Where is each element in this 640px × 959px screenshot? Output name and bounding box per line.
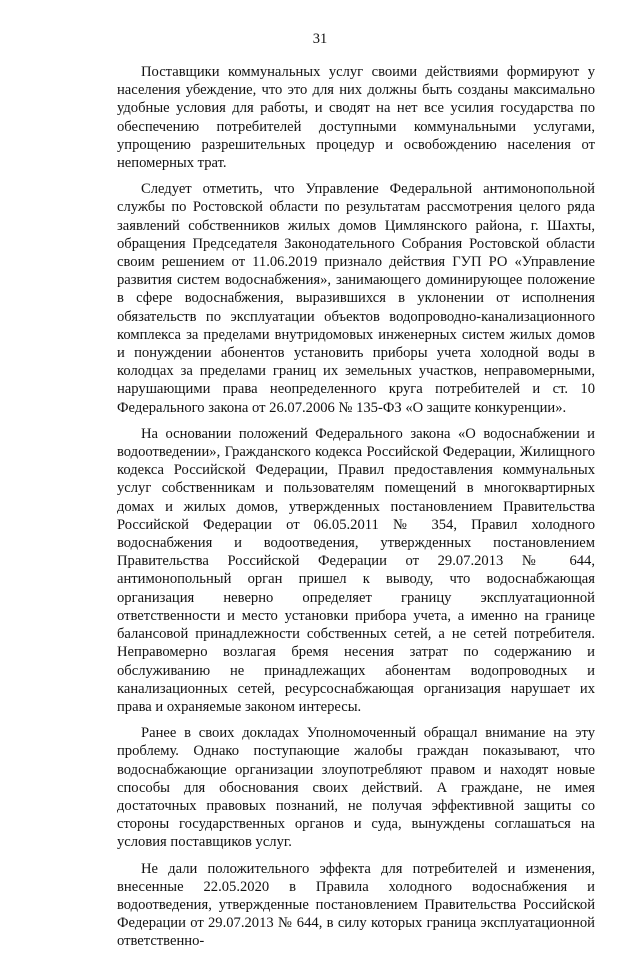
paragraph-utility-suppliers: Поставщики коммунальных услуг своими действиями формируют у населения убеждение, что это для них должны быть созданы максимально удобные условия для работы, и сводят на нет все усилия государства по обеспечению потребителей доступными коммунальными услугами, упрощению разрешительных процедур и освобождению населения от непомерных трат. — [117, 64, 595, 172]
paragraph-ombudsman-reports: Ранее в своих докладах Уполномоченный обращал внимание на эту проблему. Однако поступающие жалобы граждан показывают, что водоснабжающие организации злоупотребляют правом и находят новые способы для обоснования своих действий. А граждане, не имея достаточных правовых познаний, не получая эффективной защиты со стороны государственных органов и суда, вынуждены соглашаться на условия поставщиков услуг. — [117, 725, 595, 851]
paragraph-fas-decision: Следует отметить, что Управление Федеральной антимонопольной службы по Ростовской области по результатам рассмотрения целого ряда заявлений собственников жилых домов Цимлянского района, г. Шахты, обращения Председателя Законодательного Собрания Ростовской области своим решением от 11.06.2019 признало действия ГУП РО «Управление развития систем водоснабжения», занимающего доминирующее положение в сфере водоснабжения, выразившихся в уклонении от исполнения обязательств по эксплуатации объектов водопроводно-канализационного комплекса за пределами внутридомовых инженерных систем жилых домов и понуждении абонентов установить приборы учета холодной воды в колодцах за пределами границ их земельных участков, неправомерными, нарушающими права неопределенного круга потребителей и ст. 10 Федерального закона от 26.07.2006 № 135-ФЗ «О защите конкуренции». — [117, 181, 595, 416]
paragraph-legal-basis: На основании положений Федерального закона «О водоснабжении и водоотведении», Гражданского кодекса Российской Федерации, Жилищного кодекса Российской Федерации, Правил предоставления коммунальных услуг собственникам и пользователям помещений в многоквартирных домах и жилых домов, утвержденных постановлением Правительства Российской Федерации от 06.05.2011 № 354, Правил холодного водоснабжения и водоотведения, утвержденных постановлением Правительства Российской Федерации от 29.07.2013 № 644, антимонопольный орган пришел к выводу, что водоснабжающая организация неверно определяет границу эксплуатационной ответственности и место установки прибора учета, а именно на границе балансовой принадлежности собственных сетей, а не сетей потребителя. Неправомерно возлагая бремя несения затрат по содержанию и обслуживанию не принадлежащих абонентам водопроводных и канализационных сетей, ресурсоснабжающая организация нарушает их права и охраняемые законом интересы. — [117, 425, 595, 715]
page-number: 31 — [312, 31, 328, 47]
document-body — [117, 63, 595, 959]
paragraph-rule-changes: Не дали положительного эффекта для потребителей и изменения, внесенные 22.05.2020 в Правила холодного водоснабжения и водоотведения, утвержденные постановлением Правительства Российской Федерации от 29.07.2013 № 644, в силу которых граница эксплуатационной ответственно- — [117, 860, 595, 950]
